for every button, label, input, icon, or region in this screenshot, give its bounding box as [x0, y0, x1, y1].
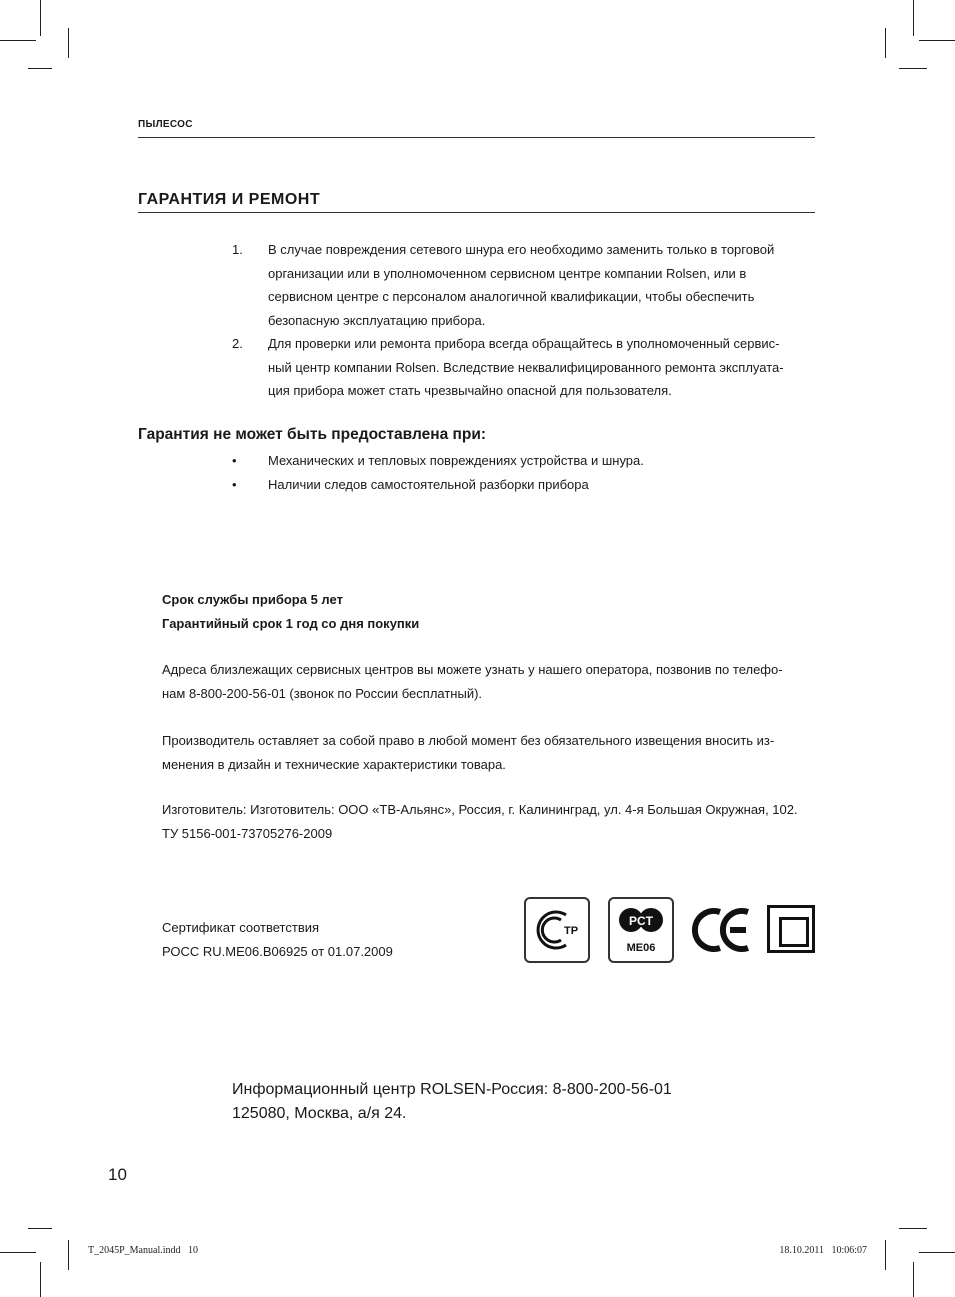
- crop-mark: [919, 40, 955, 41]
- item-line: безопасную эксплуатацию прибора.: [268, 312, 486, 328]
- address-line: 125080, Москва, а/я 24.: [232, 1105, 407, 1122]
- header-rule: [138, 137, 815, 138]
- item-line: организации или в уполномоченном сервисном центре компании Rolsen, или в: [268, 265, 747, 281]
- crop-mark: [40, 0, 41, 36]
- warranty-period: Гарантийный срок 1 год со дня покупки: [162, 616, 420, 631]
- crop-mark: [913, 1262, 914, 1297]
- manufacturer-info: [162, 798, 832, 845]
- exclusions-heading: Гарантия не может быть предоставлена при:: [138, 426, 487, 443]
- warranty-numbered-list: [232, 238, 817, 403]
- list-item: [232, 473, 817, 497]
- list-item: [232, 238, 817, 332]
- bullet-icon: •: [232, 476, 237, 492]
- crop-mark: [885, 1240, 886, 1270]
- bullet-icon: •: [232, 453, 237, 468]
- crop-mark: [68, 28, 69, 58]
- crop-mark: [913, 0, 914, 36]
- text-line: ТУ 5156-001-73705276-2009: [162, 825, 333, 841]
- manufacturer-rights: [162, 729, 832, 776]
- item-line: ный центр компании Rolsen. Вследствие неквалифицированного ремонта эксплуата-: [268, 359, 784, 375]
- certificate-label: Сертификат соответствия: [162, 920, 320, 935]
- crop-mark: [40, 1262, 41, 1297]
- certificate-number: РОСС RU.ME06.B06925 от 01.07.2009: [162, 943, 393, 959]
- gost-r-mark-icon: [608, 897, 674, 963]
- crop-mark: [899, 68, 927, 69]
- item-line: сервисном центре с персоналом аналогичной квалификации, чтобы обеспечить: [268, 289, 755, 304]
- eac-mark-text: TP: [564, 925, 579, 937]
- gost-code-text: ME06: [626, 942, 656, 954]
- text-line: нам 8-800-200-56-01 (звонок по России бесплатный).: [162, 685, 483, 701]
- ce-mark-icon: [692, 902, 754, 958]
- certificate-block: [162, 916, 482, 963]
- item-number: 2.: [232, 336, 243, 351]
- crop-mark: [919, 1252, 955, 1253]
- text-line: Адреса близлежащих сервисных центров вы можете узнать у нашего оператора, позвонив по телефо-: [162, 662, 783, 677]
- file-slug: T_2045P_Manual.indd 10: [88, 1245, 198, 1256]
- list-item: [232, 449, 817, 473]
- double-insulation-icon: [767, 905, 815, 953]
- service-addresses: [162, 658, 832, 705]
- running-header: ПЫЛЕСОС: [138, 119, 193, 130]
- text-line: Изготовитель: Изготовитель: ООО «ТВ-Альянс», Россия, г. Калининград, ул. 4-я Большая Окружная, 102.: [162, 802, 798, 817]
- eac-mark-icon: [524, 897, 590, 963]
- crop-mark: [0, 1252, 36, 1253]
- item-number: 1.: [232, 242, 243, 257]
- service-lifetime: Срок службы прибора 5 лет: [162, 592, 343, 607]
- item-line: В случае повреждения сетевого шнура его необходимо заменить только в торговой: [268, 242, 775, 257]
- section-rule: [138, 212, 815, 213]
- crop-mark: [899, 1228, 927, 1229]
- gost-mark-text: PCT: [629, 914, 653, 928]
- section-title: ГАРАНТИЯ И РЕМОНТ: [138, 191, 321, 208]
- text-line: Производитель оставляет за собой право в любой момент без обязательного извещения вносить из-: [162, 733, 775, 748]
- crop-mark: [885, 28, 886, 58]
- crop-mark: [28, 68, 52, 69]
- page-number: 10: [108, 1165, 127, 1184]
- crop-mark: [68, 1240, 69, 1270]
- text-line: менения в дизайн и технические характеристики товара.: [162, 756, 506, 772]
- item-line: Для проверки или ремонта прибора всегда обращайтесь в уполномоченный сервис-: [268, 336, 780, 351]
- crop-mark: [28, 1228, 52, 1229]
- info-center-line: Информационный центр ROLSEN-Россия: 8-800-200-56-01: [232, 1081, 672, 1098]
- date-slug: 18.10.2011 10:06:07: [779, 1245, 867, 1256]
- item-line: ция прибора может стать чрезвычайно опасной для пользователя.: [268, 383, 672, 398]
- info-center-block: [232, 1078, 672, 1126]
- list-item: [232, 332, 817, 403]
- bullet-text: Наличии следов самостоятельной разборки прибора: [268, 476, 589, 492]
- crop-mark: [0, 40, 36, 41]
- bullet-text: Механических и тепловых повреждениях устройства и шнура.: [268, 453, 644, 468]
- exclusions-list: [232, 449, 817, 496]
